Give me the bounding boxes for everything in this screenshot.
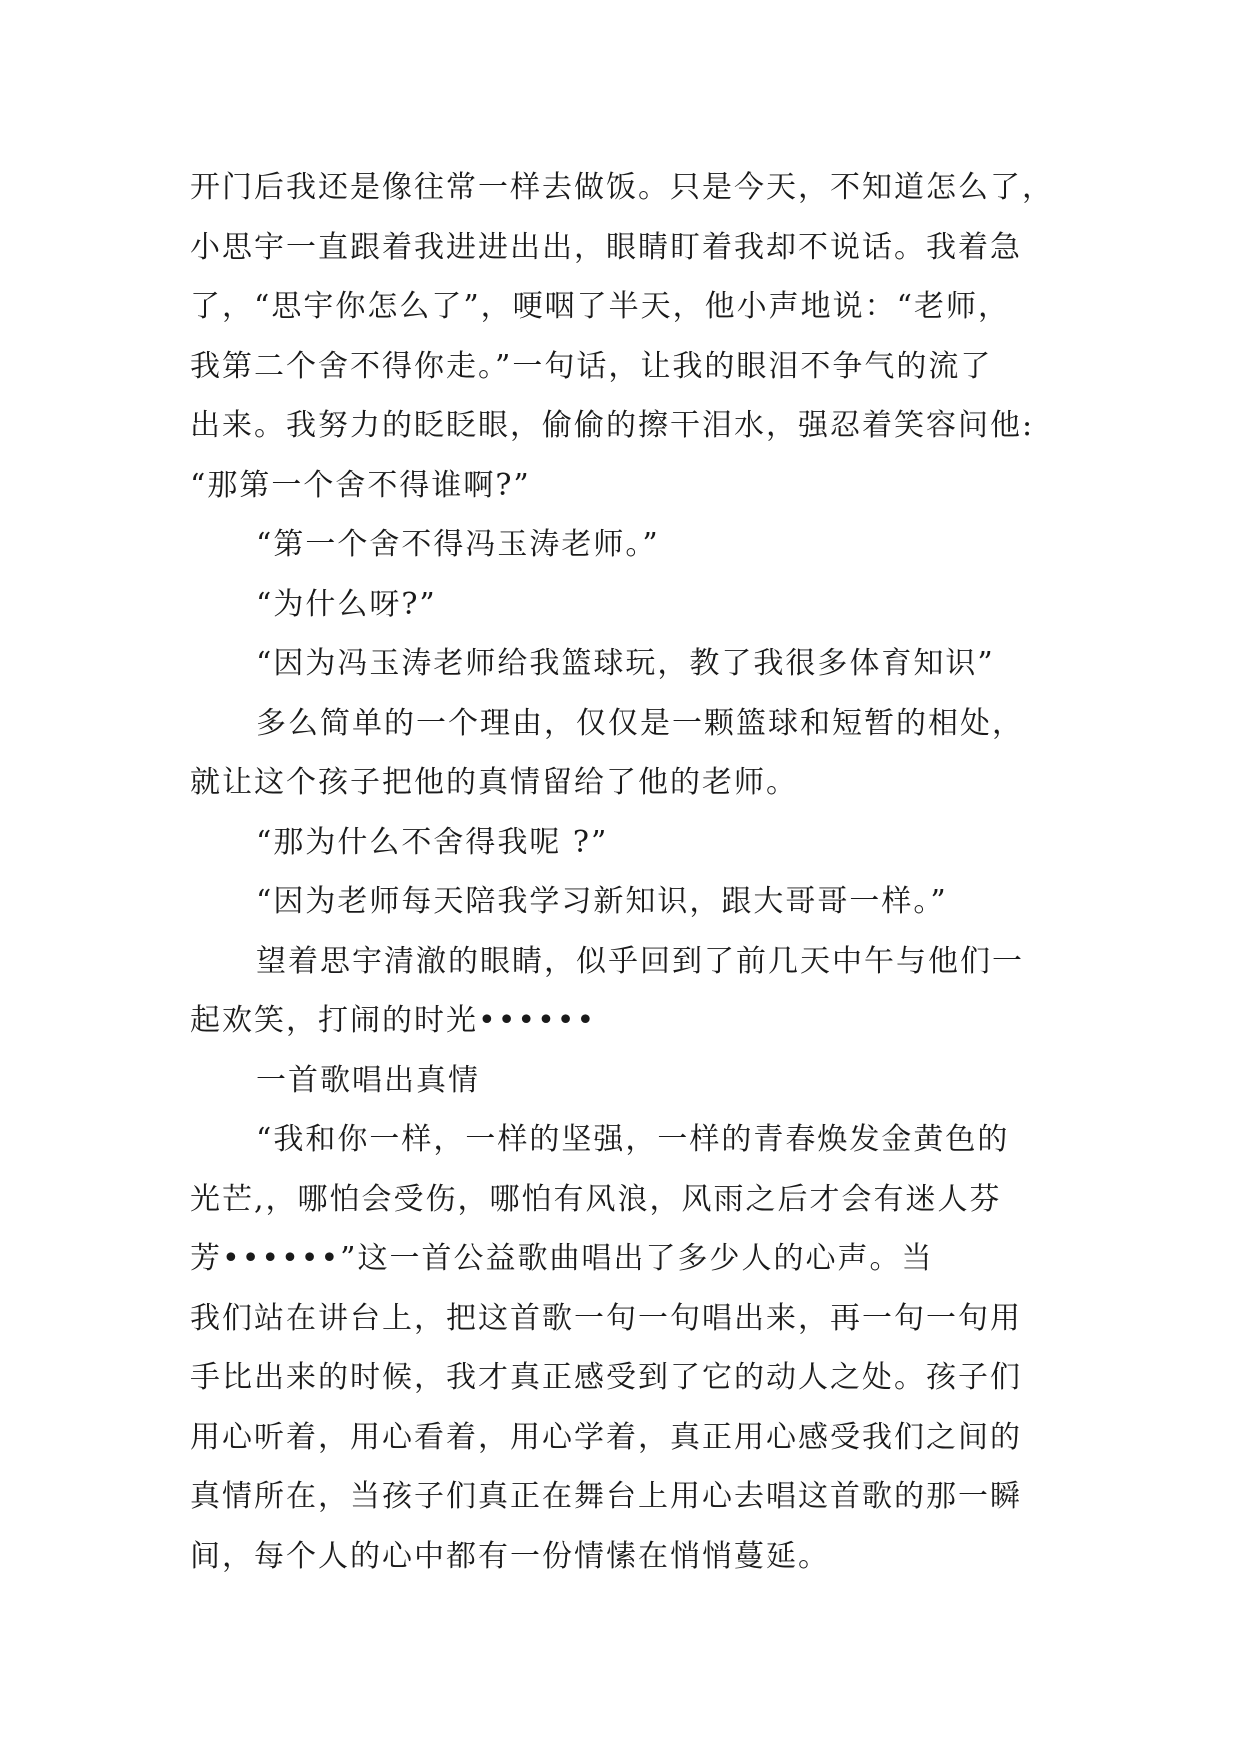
text-line: “为什么呀?” — [256, 586, 437, 622]
text-line: 出来。我努力的眨眨眼，偷偷的擦干泪水，强忍着笑容问他: — [190, 408, 1035, 443]
text-line: “那为什么不舍得我呢 ?” — [256, 824, 609, 860]
text-line: 我们站在讲台上，把这首歌一句一句唱出来，再一句一句用 — [190, 1300, 1022, 1336]
text-line: 我第二个舍不得你走。”一句话，让我的眼泪不争气的流了 — [190, 348, 993, 384]
text-line: 望着思宇清澈的眼睛，似乎回到了前几天中午与他们一 — [256, 943, 1024, 979]
text-line: 芳••••••”这一首公益歌曲唱出了多少人的心声。当 — [190, 1241, 934, 1276]
text-line: 真情所在，当孩子们真正在舞台上用心去唱这首歌的那一瞬 — [190, 1479, 1022, 1514]
text-line: 间，每个人的心中都有一份情愫在悄悄蔓延。 — [190, 1538, 830, 1574]
text-line: “第一个舍不得冯玉涛老师。” — [256, 527, 660, 562]
text-line: 就让这个孩子把他的真情留给了他的老师。 — [190, 765, 798, 800]
document-body — [190, 158, 1070, 1586]
text-line: “我和你一样，一样的坚强，一样的青春焕发金黄色的 — [256, 1122, 1010, 1157]
text-line: “那第一个舍不得谁啊?” — [190, 467, 531, 503]
text-line: 小思宇一直跟着我进进出出，眼睛盯着我却不说话。我着急 — [190, 229, 1022, 265]
text-line: 开门后我还是像往常一样去做饭。只是今天，不知道怎么了， — [190, 170, 1054, 205]
text-line: 了，“思宇你怎么了”，哽咽了半天，他小声地说：“老师， — [190, 289, 1011, 324]
text-line: 多么简单的一个理由，仅仅是一颗篮球和短暂的相处， — [256, 705, 1024, 741]
text-line: 光芒,，哪怕会受伤，哪怕有风浪，风雨之后才会有迷人芬 — [190, 1181, 1002, 1217]
text-line: 用心听着，用心看着，用心学着，真正用心感受我们之间的 — [190, 1419, 1022, 1455]
text-line: “因为冯玉涛老师给我篮球玩，教了我很多体育知识” — [256, 646, 995, 681]
text-line: 手比出来的时候，我才真正感受到了它的动人之处。孩子们 — [190, 1360, 1022, 1395]
text-line: “因为老师每天陪我学习新知识，跟大哥哥一样。” — [256, 884, 948, 919]
section-heading: 一首歌唱出真情 — [256, 1062, 480, 1098]
text-line: 起欢笑，打闹的时光•••••• — [190, 1003, 597, 1038]
